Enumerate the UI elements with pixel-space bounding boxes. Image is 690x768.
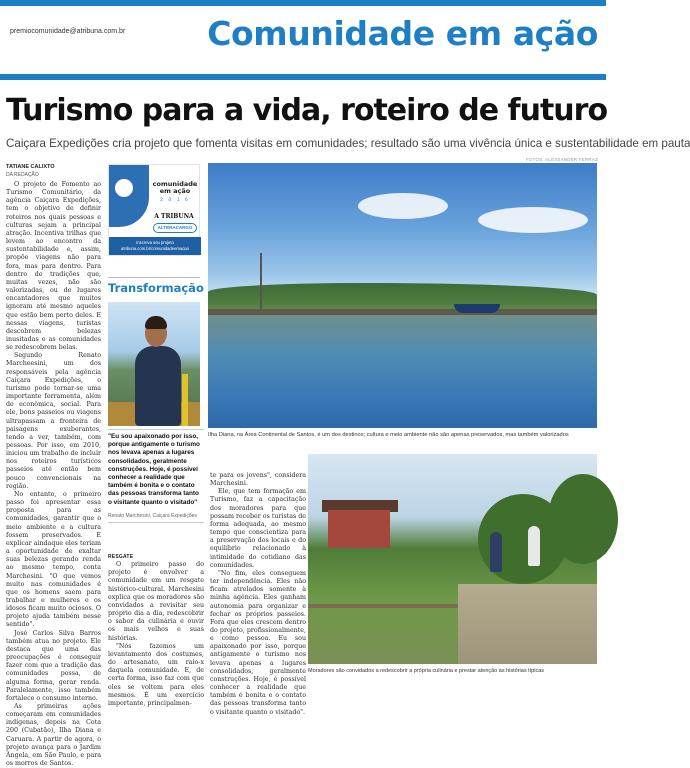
- quote-rule-top: [108, 429, 204, 430]
- photo-cloud: [358, 193, 448, 219]
- photo-person-hair: [145, 316, 167, 329]
- paragraph: As primeiras ações começaram em comunidades indígenas, depois na Cota 200 (Cubatão), Ilha Diana e Caruara. A partir de agora, o projeto avança para o Jardim Ângela, em São Paulo, e para os morros de Santos.: [6, 703, 101, 768]
- main-photo-ilha-diana: [208, 163, 597, 428]
- paragraph: No entanto, o primeiro passo foi apresentar essa proposta para as comunidades, garantir que o meio ambiente e a cultura fossem preservados. E explicar aindaque eles teriam a oportunidade de exaltar suas belezas gerando renda ao mesmo tempo, conta Marchesini. "O que vemos muito nas comunidades é que os homens saem para trabalhar e mulheres e os idosos ficam muito ociosos. O projeto ajuda também nesse sentido".: [6, 490, 101, 629]
- photo-credit: FOTOS: ALEXSANDER FERRAZ: [526, 157, 598, 162]
- quote-rule-bottom: [108, 522, 204, 523]
- pull-quote: "Eu sou apaixonado por isso, porque antigamente o turismo nos levava apenas a lugares consolidados, geralmente construções. Hoje, é possível conhecer a realidade que também é bonita e o contato das pessoas transforma tanto o visitante quanto o visitado": [108, 433, 200, 506]
- photo-boat: [454, 304, 500, 313]
- banner-bottom-rule: [0, 74, 606, 80]
- logo-emblem-dot: [115, 179, 133, 197]
- photo-person: [528, 526, 540, 566]
- sponsor-a-tribuna: A TRIBUNA: [154, 213, 194, 220]
- comunidade-em-acao-logo: [108, 164, 200, 256]
- section-label-resgate: RESGATE: [108, 554, 134, 560]
- quote-attribution: Renato Marchesini, Caiçara Expedições: [108, 513, 197, 519]
- contact-email[interactable]: premiocomunidade@atribuna.com.br: [10, 28, 126, 35]
- bottom-photo-caption: Moradores são convidados a redescobrir a própria culinária e prestar atenção às histórias típicas: [308, 668, 545, 674]
- logo-title: comunidade em ação: [152, 180, 198, 195]
- paragraph: "Nós fazemos um levantamento dos costumes, do artesanato, um raio-x daquela comunidade. E, de certa forma, isso faz com que eles se voltem para eles mesmos. É um exercício importante, principalmen-: [108, 642, 204, 707]
- logo-emblem: [109, 165, 149, 227]
- paragraph: José Carlos Silva Barros também atua no projeto. Ele destaca que uma das preocupações é conseguir fazer com que a tradição das comunidades possa, de alguma forma, gerar renda. Paralelamente, isso também fortalece o consumo interno.: [6, 629, 101, 702]
- photo-path: [458, 584, 597, 664]
- portrait-photo: [108, 302, 200, 426]
- byline-author: TATIANE CALIXTO: [6, 164, 55, 170]
- logo-year: 2 0 1 6: [160, 198, 190, 203]
- byline-role: DA REDAÇÃO: [6, 172, 39, 178]
- sidebar-rule: [108, 277, 200, 278]
- paragraph: O primeiro passo do projeto é envolver a comunidade em um resgate histórico-cultural. Marchesini explica que os moradores são convidados a revisitar seu próprio dia a dia, redescobrir o sabor da culinária e ouvir os mais velhos e suas histórias.: [108, 561, 204, 642]
- photo-person-body: [135, 346, 181, 426]
- paragraph: O projeto de Fomento ao Turismo Comunitário, da agência Caiçara Expedições, tem o objetivo de definir roteiros nos quais pessoas e culturas sejam a principal atração. Incentiva trilhas que levem ao encontro da sustentabilidade e, assim, propõe viagens não para fora, mas para dentro. Para dentro de tradições que, muitas vezes, não são valorizadas, ou de lugares encantadores que muitos ignoram até mesmo aqueles que estão bem perto deles. E nessas viagens, turistas descobrem belezas inusitadas e as comunidades se redescobrem belas.: [6, 181, 101, 352]
- photo-fence: [308, 604, 458, 608]
- sponsor-alteracargo: ALTERACARGO: [153, 223, 197, 233]
- article-headline: Turismo para a vida, roteiro de futuro: [6, 93, 608, 128]
- photo-house: [328, 510, 390, 548]
- section-title: Comunidade em ação: [207, 14, 598, 53]
- article-subhead: Caiçara Expedições cria projeto que fomenta visitas em comunidades; resultado são uma vivência única e sustentabilidade em pauta: [6, 137, 690, 150]
- photo-pole: [260, 253, 262, 311]
- main-photo-caption: Ilha Diana, na Área Continental de Santos, é um dos destinos; cultura e meio ambiente não são apenas preservados, mas também valorizados: [208, 432, 569, 438]
- paragraph: "No fim, eles conseguem ter independência. Eles não ficam atrelados somente à minha agência. Eles ganham autonomia para organizar e fechar os próprios passeios. Fora que eles crescem dentro do projeto, profissionalmente, e como pessoa. Eu sou apaixonado por isso, porque antigamente o turismo nos levava apenas a lugares consolidados, geralmente construções. Hoje, é possível conhecer a realidade que também é bonita e o contato das pessoas transforma tanto o visitante quanto o visitado".: [210, 569, 306, 716]
- logo-signup-footer: Inscreva seu projeto atribuna.com.br/comunidadeemacao: [109, 237, 201, 255]
- sidebar-title: Transformação: [108, 281, 204, 295]
- article-column-3: [210, 472, 306, 716]
- photo-cloud: [478, 207, 588, 233]
- article-column-2: [108, 553, 204, 707]
- article-column-1: [6, 181, 101, 768]
- paragraph: Ele, que tem formação em Turismo, faz a capacitação dos moradores para que possam receber os turistas de forma adequada, ao mesmo tempo que conscientiza para a preservação dos locais e do equilíbrio relacionado à intimidade do cotidiano das comunidades.: [210, 488, 306, 569]
- paragraph: te para os jovens", considera Marchesini.: [210, 472, 306, 488]
- photo-tree: [548, 474, 618, 564]
- photo-rail: [182, 374, 188, 426]
- photo-water: [208, 315, 597, 428]
- paragraph: Segundo Renato Marcheesini, um dos responsáveis pela agência Caiçara Expedições, o turismo pode tornar-se uma importante ferramenta, além de econômica, social. Para ele, bons passeios ou viagens ultrapassam a fronteira de paisagens exuberantes, tendo a ver, também, com pessoas. Por isso, em 2010, iniciou um trabalho de incluir nos roteiros turísticos passeios até então bem pouco convencionais na região.: [6, 352, 101, 490]
- bottom-photo-village: [308, 454, 597, 664]
- photo-person: [490, 532, 502, 572]
- banner-top-rule: [0, 0, 606, 6]
- section-banner: [0, 0, 606, 82]
